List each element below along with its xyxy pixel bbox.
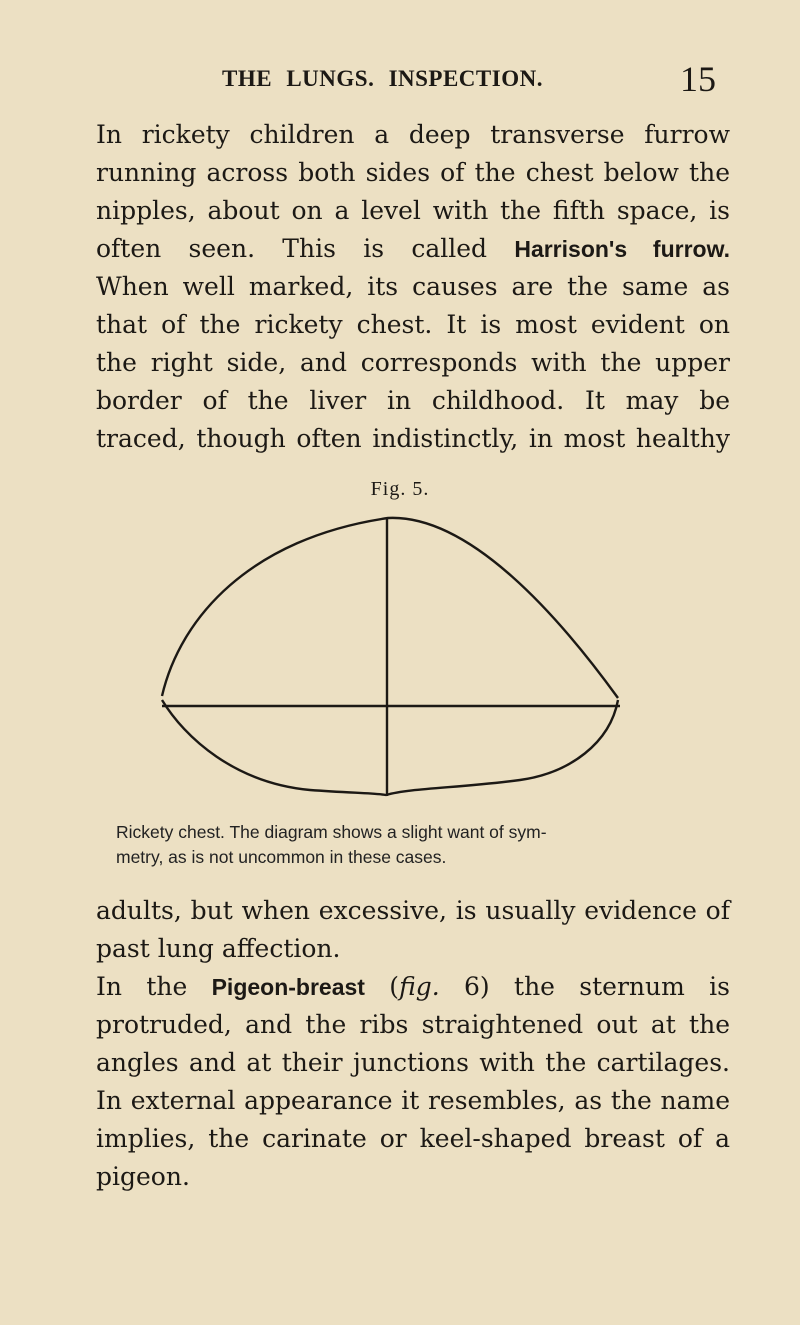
rickety-chest-diagram xyxy=(140,508,640,813)
text-line: In rickety children a deep transverse furrow xyxy=(96,120,730,149)
text-line: traced, though often indistinctly, in most healthy xyxy=(96,424,730,453)
figure-reference: fig. xyxy=(399,972,440,1001)
text-line: border of the liver in childhood. It may be xyxy=(96,386,730,415)
text-line: In external appearance it resembles, as the name xyxy=(96,1086,730,1115)
page-number: 15 xyxy=(680,59,716,99)
text-line xyxy=(96,230,730,268)
page-header xyxy=(0,59,800,102)
caption-line: metry, as is not uncommon in these cases. xyxy=(116,847,447,867)
running-head: THE LUNGS. INSPECTION. xyxy=(222,66,543,91)
figure-caption xyxy=(116,820,716,870)
text-segment: 6) the sternum is xyxy=(439,972,730,1001)
text-line xyxy=(96,968,730,1006)
paragraph-harrisons-furrow xyxy=(96,116,730,458)
caption-line: Rickety chest. The diagram shows a slight want of sym- xyxy=(116,822,547,842)
text-line: When well marked, its causes are the same as xyxy=(96,272,730,301)
text-line: past lung affection. xyxy=(96,934,341,963)
text-line: implies, the carinate or keel-shaped breast of a xyxy=(96,1124,730,1153)
text-segment: ( xyxy=(364,972,400,1001)
chest-outline-upper xyxy=(162,518,618,698)
text-segment: often seen. This is called xyxy=(96,234,515,263)
text-line: the right side, and corresponds with the upper xyxy=(96,348,730,377)
text-line: angles and at their junctions with the cartilages. xyxy=(96,1048,730,1077)
text-segment: In the xyxy=(96,972,212,1001)
paragraph-continuation xyxy=(96,892,730,968)
figure-label: Fig. 5. xyxy=(370,478,430,500)
text-line: nipples, about on a level with the fifth space, is xyxy=(96,196,730,225)
text-line: protruded, and the ribs straightened out at the xyxy=(96,1010,730,1039)
chest-outline-lower xyxy=(162,700,618,795)
paragraph-pigeon-breast xyxy=(96,968,730,1196)
term-harrisons-furrow: Harrison's furrow. xyxy=(514,236,730,262)
text-line: adults, but when excessive, is usually evidence of xyxy=(96,896,730,925)
text-line: pigeon. xyxy=(96,1162,190,1191)
text-line: that of the rickety chest. It is most evident on xyxy=(96,310,730,339)
term-pigeon-breast: Pigeon-breast xyxy=(211,974,365,1000)
text-line: running across both sides of the chest below the xyxy=(96,158,730,187)
